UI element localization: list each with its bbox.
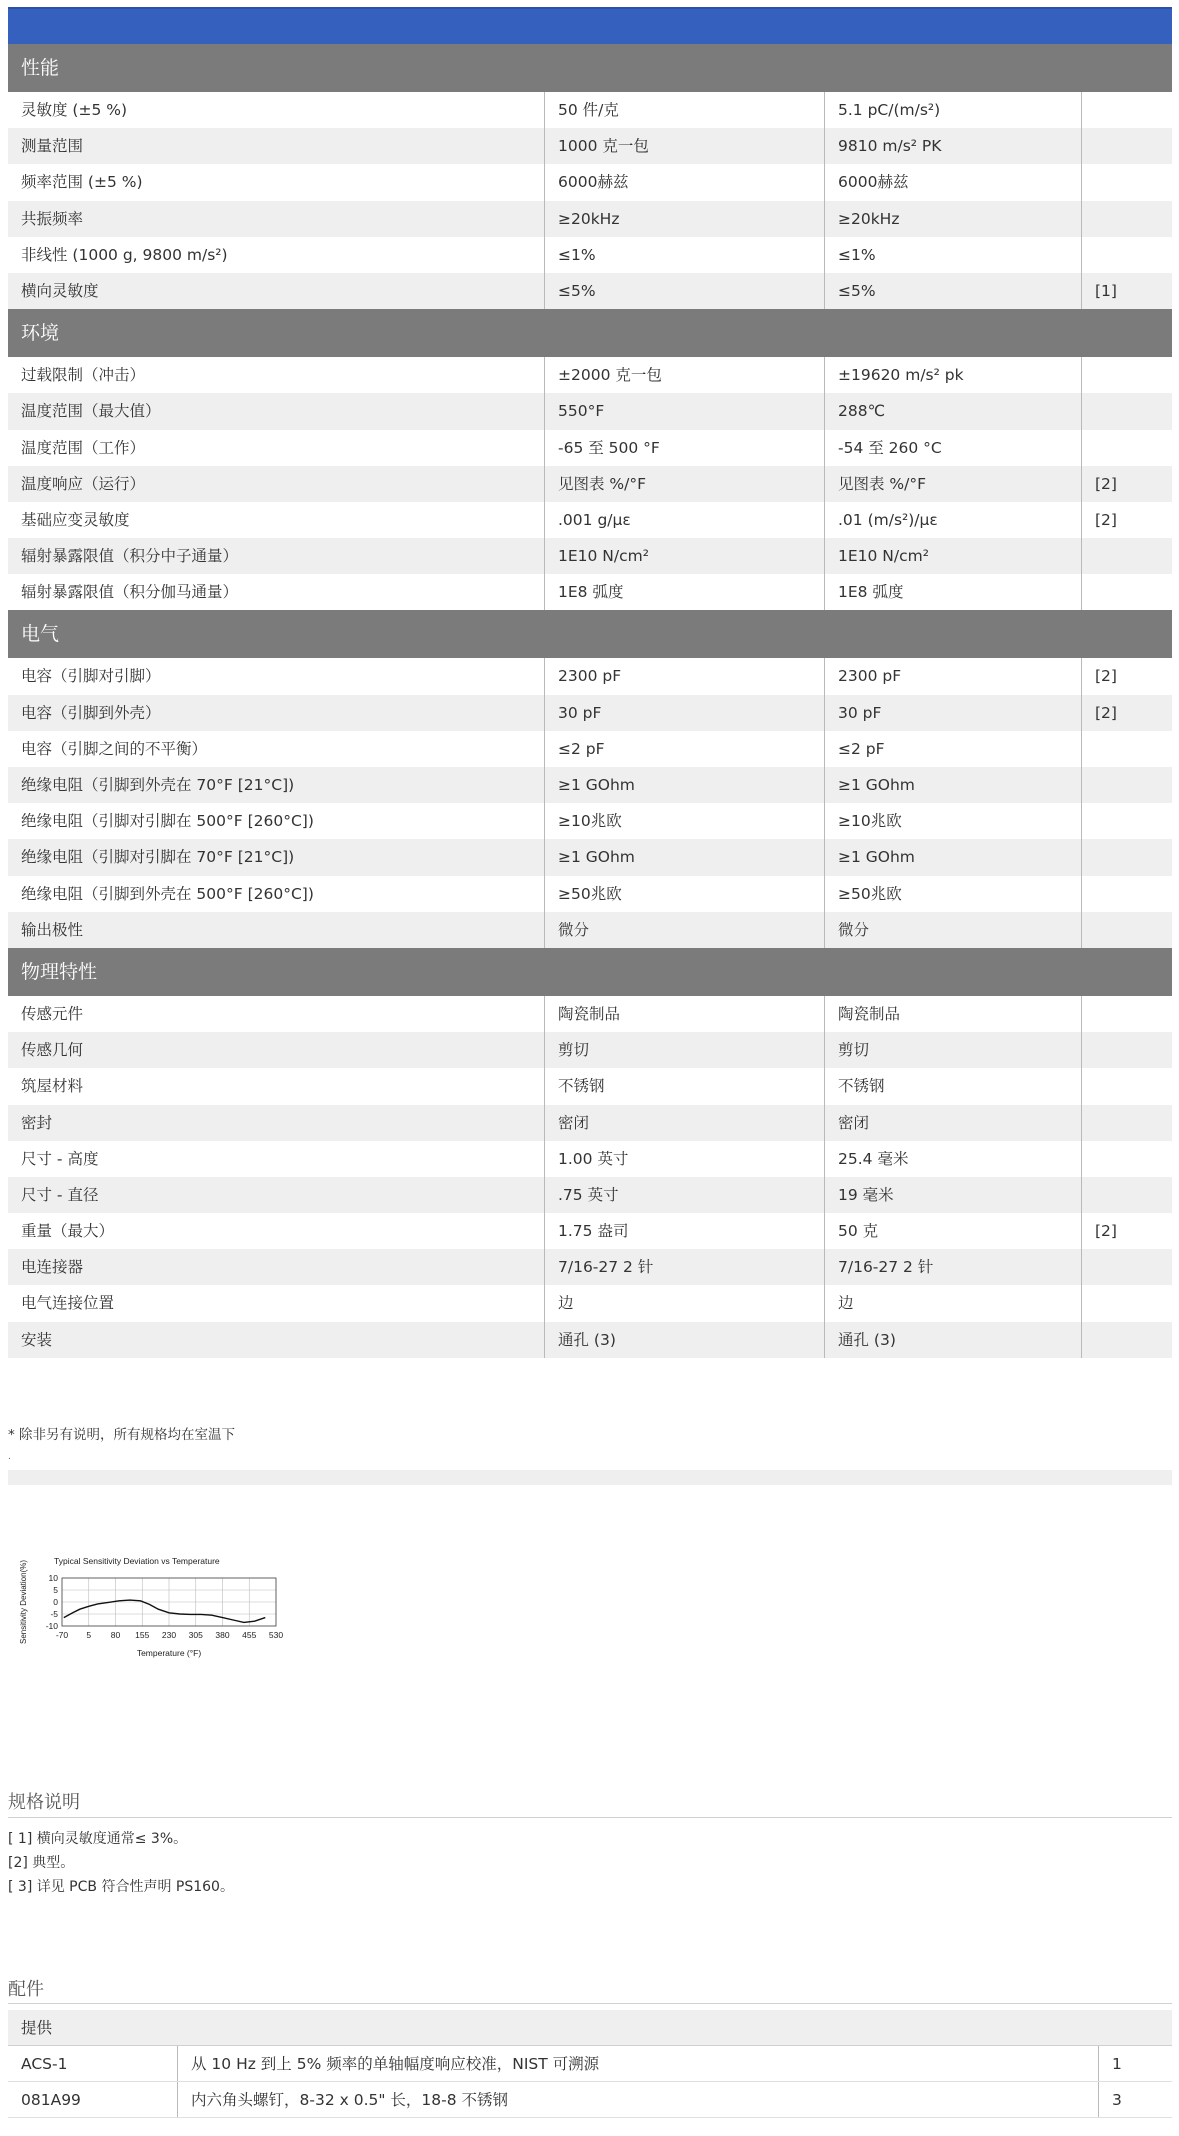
x-tick-label: 5 bbox=[86, 1630, 92, 1640]
spec-value-imperial: 剪切 bbox=[545, 1032, 825, 1068]
spec-note-ref bbox=[1082, 803, 1172, 839]
accessories-head: 提供 bbox=[8, 2010, 1172, 2046]
y-tick-label: 0 bbox=[53, 1597, 58, 1607]
table-row bbox=[8, 2046, 1172, 2082]
dot-mark: . bbox=[8, 1452, 11, 1462]
spec-label: 绝缘电阻（引脚对引脚在 70°F [21°C]) bbox=[8, 839, 545, 875]
spec-note-ref bbox=[1082, 996, 1172, 1032]
spec-label: 非线性 (1000 g, 9800 m/s²) bbox=[8, 237, 545, 273]
spec-value-imperial: 6000赫兹 bbox=[545, 164, 825, 200]
x-axis-label: Temperature (°F) bbox=[136, 1648, 202, 1658]
spec-value-imperial: 1.00 英寸 bbox=[545, 1141, 825, 1177]
table-row bbox=[8, 1032, 1172, 1068]
spec-note-ref bbox=[1082, 839, 1172, 875]
spec-value-si: 密闭 bbox=[825, 1105, 1082, 1141]
table-row bbox=[8, 1105, 1172, 1141]
spec-note-ref bbox=[1082, 876, 1172, 912]
x-tick-label: 155 bbox=[135, 1630, 150, 1640]
spec-value-imperial: 30 pF bbox=[545, 695, 825, 731]
x-tick-label: 530 bbox=[268, 1630, 284, 1640]
table-row bbox=[8, 164, 1172, 200]
spec-label: 输出极性 bbox=[8, 912, 545, 948]
spec-note: [ 1] 横向灵敏度通常≤ 3%。 bbox=[8, 1831, 188, 1847]
spec-label: 温度范围（工作） bbox=[8, 430, 545, 466]
spec-note-ref bbox=[1082, 128, 1172, 164]
table-row bbox=[8, 92, 1172, 128]
spec-note-ref bbox=[1082, 1141, 1172, 1177]
spec-note-ref bbox=[1082, 430, 1172, 466]
x-tick-label: 80 bbox=[110, 1630, 121, 1640]
spec-note-ref bbox=[1082, 1322, 1172, 1358]
spec-value-imperial: .75 英寸 bbox=[545, 1177, 825, 1213]
spec-value-imperial: 1E10 N/cm² bbox=[545, 538, 825, 574]
section-header: 环境 bbox=[8, 309, 1172, 357]
spec-label: 电连接器 bbox=[8, 1249, 545, 1285]
spec-value-si: ≥1 GOhm bbox=[825, 839, 1082, 875]
spec-value-si: 1E10 N/cm² bbox=[825, 538, 1082, 574]
sensitivity-deviation-chart bbox=[18, 1540, 298, 1675]
spec-value-si: ≤2 pF bbox=[825, 731, 1082, 767]
spec-notes-list bbox=[8, 1827, 234, 1899]
x-tick-label: -70 bbox=[55, 1630, 69, 1640]
table-row bbox=[8, 357, 1172, 393]
spec-value-si: 7/16-27 2 针 bbox=[825, 1249, 1082, 1285]
spec-value-si: .01 (m/s²)/με bbox=[825, 502, 1082, 538]
spec-label: 尺寸 - 高度 bbox=[8, 1141, 545, 1177]
spec-value-imperial: 7/16-27 2 针 bbox=[545, 1249, 825, 1285]
spec-label: 灵敏度 (±5 %) bbox=[8, 92, 545, 128]
spec-note-ref bbox=[1082, 357, 1172, 393]
spec-value-imperial: ≥50兆欧 bbox=[545, 876, 825, 912]
spec-note-ref: [2] bbox=[1095, 510, 1117, 529]
spec-label: 共振频率 bbox=[8, 201, 545, 237]
spec-label: 尺寸 - 直径 bbox=[8, 1177, 545, 1213]
spec-value-si: 30 pF bbox=[825, 695, 1082, 731]
spec-note-ref bbox=[1082, 731, 1172, 767]
spec-value-imperial: 1E8 弧度 bbox=[545, 574, 825, 610]
table-row bbox=[8, 1068, 1172, 1104]
accessory-description: 从 10 Hz 到上 5% 频率的单轴幅度响应校准，NIST 可溯源 bbox=[178, 2046, 1099, 2081]
specifications-table bbox=[8, 44, 1172, 1358]
table-row bbox=[8, 1141, 1172, 1177]
y-tick-label: -5 bbox=[50, 1609, 58, 1619]
spec-value-imperial: ≥10兆欧 bbox=[545, 803, 825, 839]
spec-label: 传感元件 bbox=[8, 996, 545, 1032]
spec-note-ref bbox=[1082, 912, 1172, 948]
section-header: 电气 bbox=[8, 610, 1172, 658]
spec-label: 基础应变灵敏度 bbox=[8, 502, 545, 538]
spec-value-si: ≥10兆欧 bbox=[825, 803, 1082, 839]
spec-value-imperial: ±2000 克一包 bbox=[545, 357, 825, 393]
spec-label: 电容（引脚之间的不平衡） bbox=[8, 731, 545, 767]
spec-value-imperial: 不锈钢 bbox=[545, 1068, 825, 1104]
divider bbox=[8, 1817, 1172, 1818]
spec-note-ref: [2] bbox=[1095, 703, 1117, 722]
spec-value-si: -54 至 260 °C bbox=[825, 430, 1082, 466]
spec-note-ref bbox=[1082, 92, 1172, 128]
spec-value-si: 微分 bbox=[825, 912, 1082, 948]
spec-label: 绝缘电阻（引脚到外壳在 500°F [260°C]) bbox=[8, 876, 545, 912]
y-tick-label: -10 bbox=[45, 1621, 58, 1631]
spec-value-imperial: 1.75 盎司 bbox=[545, 1213, 825, 1249]
y-tick-label: 5 bbox=[53, 1585, 58, 1595]
spec-label: 筑屋材料 bbox=[8, 1068, 545, 1104]
spec-label: 重量（最大） bbox=[8, 1213, 545, 1249]
spec-value-si: 19 毫米 bbox=[825, 1177, 1082, 1213]
spec-note-ref: [2] bbox=[1095, 667, 1117, 686]
spec-label: 横向灵敏度 bbox=[8, 273, 545, 309]
spec-note-ref bbox=[1082, 538, 1172, 574]
spec-value-si: ≤5% bbox=[825, 273, 1082, 309]
spec-value-imperial: 微分 bbox=[545, 912, 825, 948]
spec-value-si: 见图表 %/°F bbox=[825, 466, 1082, 502]
table-row bbox=[8, 128, 1172, 164]
spec-note-ref: [2] bbox=[1095, 474, 1117, 493]
spec-value-imperial: ≤1% bbox=[545, 237, 825, 273]
table-row bbox=[8, 658, 1172, 694]
room-temp-footnote: * 除非另有说明，所有规格均在室温下 bbox=[8, 1427, 236, 1443]
spec-value-si: ≥1 GOhm bbox=[825, 767, 1082, 803]
table-row bbox=[8, 237, 1172, 273]
spec-label: 密封 bbox=[8, 1105, 545, 1141]
spec-note-ref bbox=[1082, 574, 1172, 610]
spec-value-si: 边 bbox=[825, 1285, 1082, 1321]
table-row bbox=[8, 767, 1172, 803]
table-row bbox=[8, 695, 1172, 731]
accessory-quantity: 1 bbox=[1112, 2055, 1122, 2073]
spec-value-si: 通孔 (3) bbox=[825, 1322, 1082, 1358]
spec-value-si: 25.4 毫米 bbox=[825, 1141, 1082, 1177]
table-row bbox=[8, 201, 1172, 237]
spec-value-si: 2300 pF bbox=[825, 658, 1082, 694]
series-line bbox=[64, 1600, 266, 1622]
spec-value-imperial: 2300 pF bbox=[545, 658, 825, 694]
spec-note-ref bbox=[1082, 1285, 1172, 1321]
spec-value-si: ≤1% bbox=[825, 237, 1082, 273]
spec-value-si: 陶瓷制品 bbox=[825, 996, 1082, 1032]
table-row bbox=[8, 996, 1172, 1032]
table-row bbox=[8, 574, 1172, 610]
spec-value-si: 6000赫兹 bbox=[825, 164, 1082, 200]
spec-label: 电气连接位置 bbox=[8, 1285, 545, 1321]
top-banner bbox=[8, 7, 1172, 44]
table-row bbox=[8, 803, 1172, 839]
spec-label: 安装 bbox=[8, 1322, 545, 1358]
accessories-table bbox=[8, 2010, 1172, 2118]
x-tick-label: 230 bbox=[161, 1630, 177, 1640]
spec-value-imperial: 见图表 %/°F bbox=[545, 466, 825, 502]
spec-value-si: 50 克 bbox=[825, 1213, 1082, 1249]
accessories-title: 配件 bbox=[8, 1979, 44, 2000]
spec-label: 辐射暴露限值（积分伽马通量） bbox=[8, 574, 545, 610]
spec-note-ref bbox=[1082, 164, 1172, 200]
table-row bbox=[8, 876, 1172, 912]
table-row bbox=[8, 1285, 1172, 1321]
spec-value-si: 5.1 pC/(m/s²) bbox=[825, 92, 1082, 128]
table-row bbox=[8, 430, 1172, 466]
table-row bbox=[8, 912, 1172, 948]
chart-title: Typical Sensitivity Deviation vs Temperature bbox=[54, 1556, 220, 1566]
spec-label: 电容（引脚对引脚） bbox=[8, 658, 545, 694]
spec-value-imperial: 1000 克一包 bbox=[545, 128, 825, 164]
spec-value-si: ≥50兆欧 bbox=[825, 876, 1082, 912]
spec-note-ref bbox=[1082, 237, 1172, 273]
spec-value-imperial: 密闭 bbox=[545, 1105, 825, 1141]
spec-value-si: ≥20kHz bbox=[825, 201, 1082, 237]
spec-note: [2] 典型。 bbox=[8, 1855, 75, 1871]
spec-note: [ 3] 详见 PCB 符合性声明 PS160。 bbox=[8, 1879, 234, 1895]
x-tick-label: 380 bbox=[215, 1630, 230, 1640]
accessory-description: 内六角头螺钉，8-32 x 0.5" 长，18-8 不锈钢 bbox=[178, 2082, 1099, 2117]
spec-value-imperial: ≥1 GOhm bbox=[545, 767, 825, 803]
table-row bbox=[8, 1322, 1172, 1358]
spec-label: 绝缘电阻（引脚对引脚在 500°F [260°C]) bbox=[8, 803, 545, 839]
section-header: 物理特性 bbox=[8, 948, 1172, 996]
table-row bbox=[8, 2082, 1172, 2118]
accessory-model: ACS-1 bbox=[8, 2046, 178, 2081]
spec-notes-title: 规格说明 bbox=[8, 1792, 80, 1813]
spec-label: 过载限制（冲击） bbox=[8, 357, 545, 393]
spec-label: 绝缘电阻（引脚到外壳在 70°F [21°C]) bbox=[8, 767, 545, 803]
spec-value-si: 9810 m/s² PK bbox=[825, 128, 1082, 164]
accessory-quantity: 3 bbox=[1112, 2091, 1122, 2109]
spec-value-si: 剪切 bbox=[825, 1032, 1082, 1068]
spec-value-imperial: 通孔 (3) bbox=[545, 1322, 825, 1358]
table-row bbox=[8, 731, 1172, 767]
chart-svg bbox=[18, 1540, 298, 1675]
spec-value-imperial: .001 g/με bbox=[545, 502, 825, 538]
table-row bbox=[8, 1177, 1172, 1213]
spec-note-ref bbox=[1082, 1249, 1172, 1285]
y-axis-label: Sensitivity Deviation(%) bbox=[19, 1559, 28, 1645]
table-row bbox=[8, 273, 1172, 309]
x-tick-label: 455 bbox=[242, 1630, 257, 1640]
spec-value-imperial: 50 件/克 bbox=[545, 92, 825, 128]
spec-note-ref: [1] bbox=[1095, 281, 1117, 300]
spec-note-ref: [2] bbox=[1095, 1222, 1117, 1241]
spec-note-ref bbox=[1082, 1177, 1172, 1213]
section-header: 性能 bbox=[8, 44, 1172, 92]
spec-value-si: ±19620 m/s² pk bbox=[825, 357, 1082, 393]
spec-label: 温度范围（最大值） bbox=[8, 393, 545, 429]
table-row bbox=[8, 1249, 1172, 1285]
spec-label: 测量范围 bbox=[8, 128, 545, 164]
y-tick-label: 10 bbox=[48, 1573, 58, 1583]
spec-note-ref bbox=[1082, 1068, 1172, 1104]
x-tick-label: 305 bbox=[188, 1630, 203, 1640]
spec-value-imperial: -65 至 500 °F bbox=[545, 430, 825, 466]
spec-note-ref bbox=[1082, 393, 1172, 429]
spec-note-ref bbox=[1082, 1105, 1172, 1141]
table-row bbox=[8, 538, 1172, 574]
table-row bbox=[8, 1213, 1172, 1249]
spec-label: 电容（引脚到外壳） bbox=[8, 695, 545, 731]
spec-note-ref bbox=[1082, 767, 1172, 803]
spec-value-si: 1E8 弧度 bbox=[825, 574, 1082, 610]
spec-label: 辐射暴露限值（积分中子通量） bbox=[8, 538, 545, 574]
spec-value-si: 288℃ bbox=[825, 393, 1082, 429]
spec-label: 频率范围 (±5 %) bbox=[8, 164, 545, 200]
gray-strip bbox=[8, 1470, 1172, 1485]
spec-label: 温度响应（运行） bbox=[8, 466, 545, 502]
spec-label: 传感几何 bbox=[8, 1032, 545, 1068]
table-row bbox=[8, 466, 1172, 502]
spec-note-ref bbox=[1082, 1032, 1172, 1068]
spec-value-imperial: ≥20kHz bbox=[545, 201, 825, 237]
spec-note-ref bbox=[1082, 201, 1172, 237]
spec-value-imperial: ≥1 GOhm bbox=[545, 839, 825, 875]
spec-value-imperial: 陶瓷制品 bbox=[545, 996, 825, 1032]
table-row bbox=[8, 393, 1172, 429]
accessory-model: 081A99 bbox=[8, 2082, 178, 2117]
table-row bbox=[8, 839, 1172, 875]
spec-value-imperial: 550°F bbox=[545, 393, 825, 429]
spec-value-imperial: ≤2 pF bbox=[545, 731, 825, 767]
divider bbox=[8, 2003, 1172, 2004]
table-row bbox=[8, 502, 1172, 538]
spec-value-si: 不锈钢 bbox=[825, 1068, 1082, 1104]
spec-value-imperial: 边 bbox=[545, 1285, 825, 1321]
spec-value-imperial: ≤5% bbox=[545, 273, 825, 309]
